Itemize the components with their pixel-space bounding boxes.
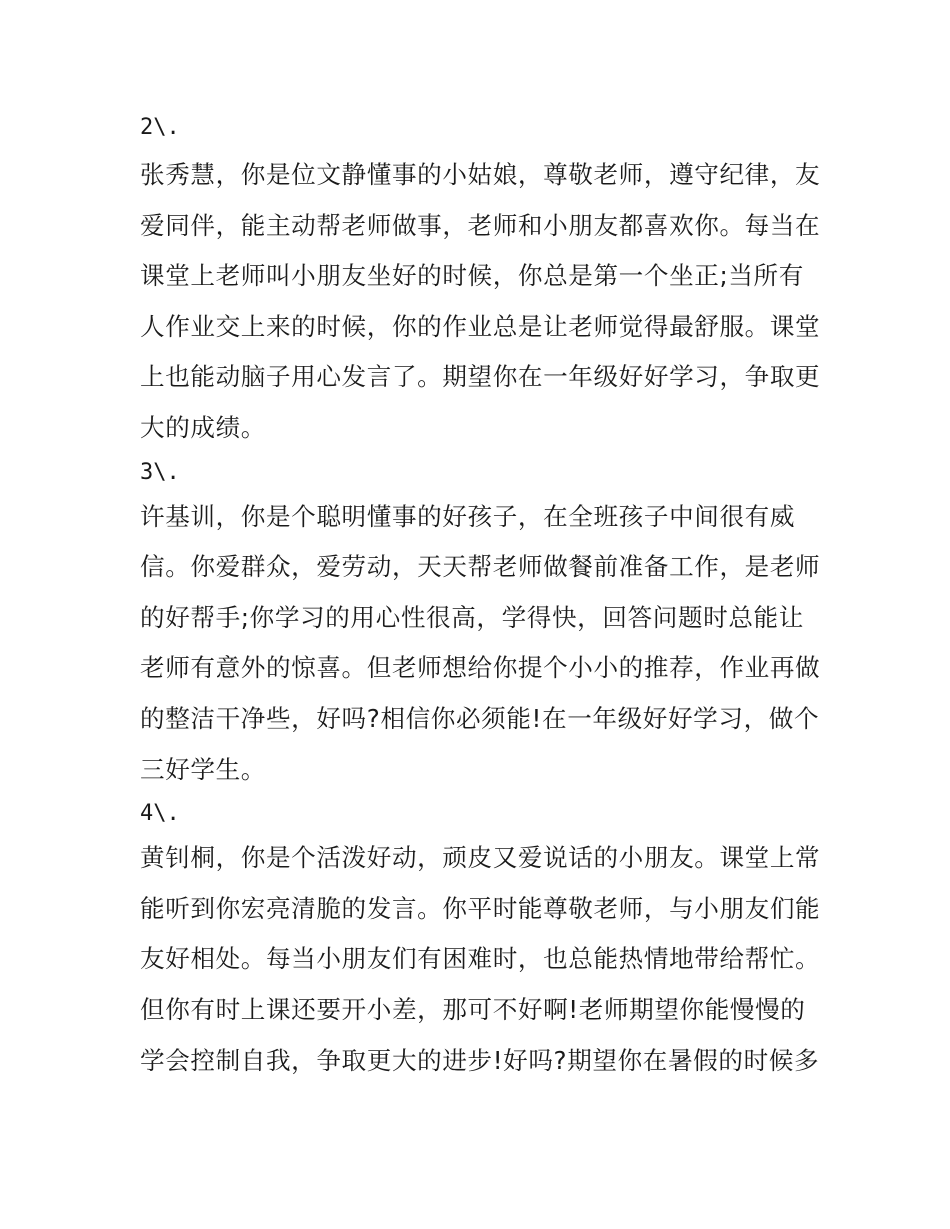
paragraph-line: 能听到你宏亮清脆的发言。你平时能尊敬老师，与小朋友们能 <box>140 893 821 923</box>
paragraph-line: 信。你爱群众，爱劳动，天天帮老师做餐前准备工作，是老师 <box>140 552 821 582</box>
paragraph-line: 三好学生。 <box>140 754 266 784</box>
paragraph-line: 大的成绩。 <box>140 412 266 442</box>
section-number: 2\. <box>140 115 180 140</box>
paragraph-line: 的好帮手;你学习的用心性很高，学得快，回答问题时总能让 <box>140 602 804 632</box>
paragraph-line: 爱同伴，能主动帮老师做事，老师和小朋友都喜欢你。每当在 <box>140 210 821 240</box>
paragraph-line: 黄钊桐，你是个活泼好动，顽皮又爱说话的小朋友。课堂上常 <box>140 843 821 873</box>
section-number: 3\. <box>140 459 180 485</box>
document-body <box>140 106 830 1086</box>
paragraph-line: 人作业交上来的时候，你的作业总是让老师觉得最舒服。课堂 <box>140 311 821 341</box>
paragraph-line: 但你有时上课还要开小差，那可不好啊!老师期望你能慢慢的 <box>140 994 806 1024</box>
paragraph-line: 课堂上老师叫小朋友坐好的时候，你总是第一个坐正;当所有 <box>140 261 804 291</box>
paragraph-line: 上也能动脑子用心发言了。期望你在一年级好好学习，争取更 <box>140 362 821 392</box>
paragraph-line: 老师有意外的惊喜。但老师想给你提个小小的推荐，作业再做 <box>140 653 821 683</box>
paragraph-line: 友好相处。每当小朋友们有困难时，也总能热情地带给帮忙。 <box>140 944 821 974</box>
paragraph-line: 的整洁干净些，好吗?相信你必须能!在一年级好好学习，做个 <box>140 703 820 733</box>
paragraph-line: 张秀慧，你是位文静懂事的小姑娘，尊敬老师，遵守纪律，友 <box>140 160 821 189</box>
paragraph-line: 学会控制自我，争取更大的进步!好吗?期望你在暑假的时候多 <box>140 1045 820 1075</box>
paragraph-line: 许基训，你是个聪明懂事的好孩子，在全班孩子中间很有威 <box>140 501 796 531</box>
section-number: 4\. <box>140 801 180 827</box>
